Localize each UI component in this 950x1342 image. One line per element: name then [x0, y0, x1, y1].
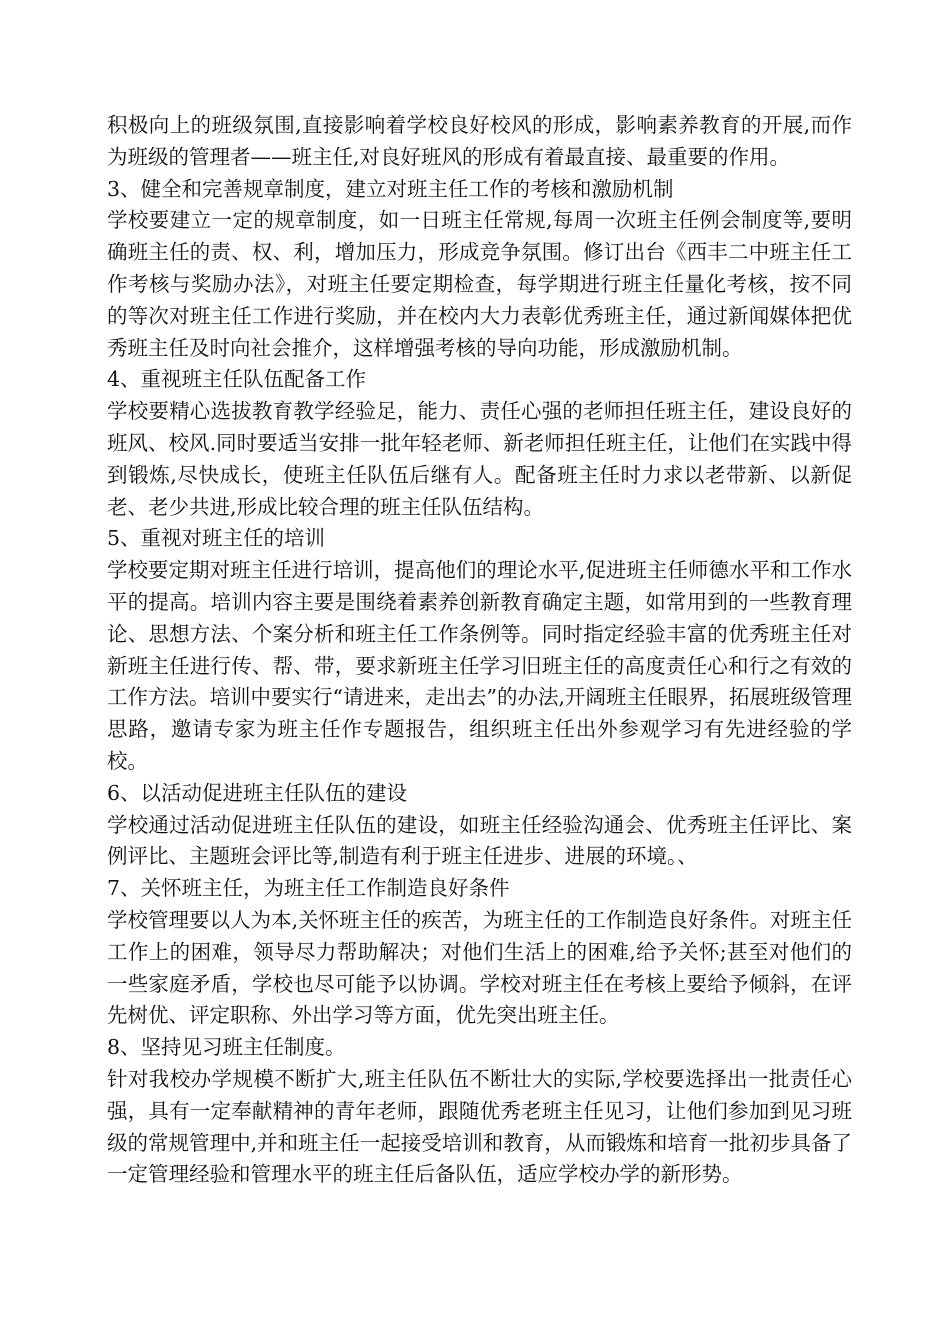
section-3-heading: 3、健全和完善规章制度，建立对班主任工作的考核和激励机制: [107, 176, 674, 201]
section-4-heading: 4、重视班主任队伍配备工作: [107, 367, 367, 392]
section-5-body: 学校要定期对班主任进行培训，提高他们的理论水平,促进班主任师德水平和工作水平的提高。培训内容主要是围绕着素养创新教育确定主题，如常用到的一些教育理论、思想方法、个案分析和班主任工作条例等。同时指定经验丰富的优秀班主任对新班主任进行传、帮、带，要求新班主任学习旧班主任的高度责任心和行之有效的工作方法。培训中要实行“请进来，走出去”的办法,开阔班主任眼界，拓展班级管理思路，邀请专家为班主任作专题报告，组织班主任出外参观学习有先进经验的学校。: [107, 558, 852, 773]
section-7-heading: 7、关怀班主任，为班主任工作制造良好条件: [107, 876, 510, 901]
document-page: [107, 110, 852, 1191]
section-8-body: 针对我校办学规模不断扩大,班主任队伍不断壮大的实际,学校要选择出一批责任心强，具有一定奉献精神的青年老师，跟随优秀老班主任见习，让他们参加到见习班级的常规管理中,并和班主任一起接受培训和教育，从而锻炼和培育一批初步具备了一定管理经验和管理水平的班主任后备队伍，适应学校办学的新形势。: [107, 1066, 852, 1187]
section-6-heading: 6、以活动促进班主任队伍的建设: [107, 780, 408, 805]
section-6-body: 学校通过活动促进班主任队伍的建设，如班主任经验沟通会、优秀班主任评比、案例评比、主题班会评比等,制造有利于班主任进步、进展的环境。、: [107, 812, 852, 869]
section-4-body: 学校要精心选拔教育教学经验足，能力、责任心强的老师担任班主任，建设良好的班风、校风.同时要适当安排一批年轻老师、新老师担任班主任，让他们在实践中得到锻炼,尽快成长，使班主任队伍后继有人。配备班主任时力求以老带新、以新促老、老少共进,形成比较合理的班主任队伍结构。: [107, 399, 852, 519]
intro-paragraph: 积极向上的班级氛围,直接影响着学校良好校风的形成，影响素养教育的开展,而作为班级的管理者——班主任,对良好班风的形成有着最直接、最重要的作用。: [107, 113, 852, 169]
section-8-heading: 8、坚持见习班主任制度。: [107, 1035, 346, 1060]
section-5-heading: 5、重视对班主任的培训: [107, 526, 326, 551]
section-7-body: 学校管理要以人为本,关怀班主任的疾苦，为班主任的工作制造良好条件。对班主任工作上的困难，领导尽力帮助解决；对他们生活上的困难,给予关怀;甚至对他们的一些家庭矛盾，学校也尽可能予以协调。学校对班主任在考核上要给予倾斜，在评先树优、评定职称、外出学习等方面，优先突出班主任。: [107, 907, 852, 1028]
section-3-body: 学校要建立一定的规章制度，如一日班主任常规,每周一次班主任例会制度等,要明确班主任的责、权、利，增加压力，形成竞争氛围。修订出台《西丰二中班主任工作考核与奖励办法》，对班主任要定期检查，每学期进行班主任量化考核，按不同的等次对班主任工作进行奖励，并在校内大力表彰优秀班主任，通过新闻媒体把优秀班主任及时向社会推介，这样增强考核的导向功能，形成激励机制。: [107, 208, 852, 360]
